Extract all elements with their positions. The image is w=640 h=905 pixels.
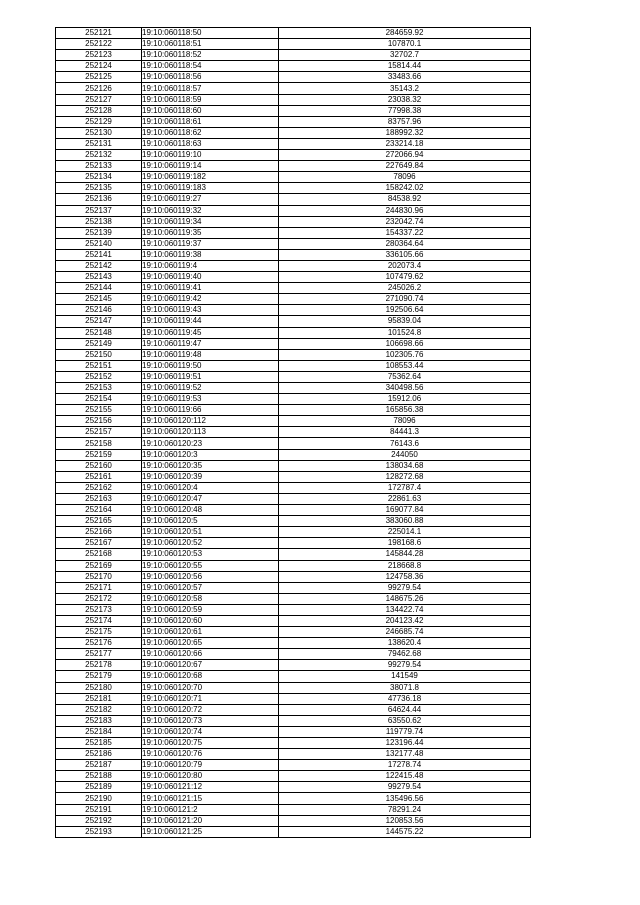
table-row bbox=[56, 471, 531, 482]
table-row bbox=[56, 416, 531, 427]
row-timestamp-cell: 19:10:060121:12 bbox=[142, 782, 279, 793]
row-value-cell: 202073.4 bbox=[279, 260, 531, 271]
data-table-page bbox=[55, 27, 531, 838]
table-row bbox=[56, 604, 531, 615]
row-timestamp-cell: 19:10:060119:182 bbox=[142, 172, 279, 183]
table-row bbox=[56, 161, 531, 172]
row-timestamp-cell: 19:10:060119:48 bbox=[142, 349, 279, 360]
row-value-cell: 340498.56 bbox=[279, 383, 531, 394]
table-row bbox=[56, 294, 531, 305]
row-id-cell: 252188 bbox=[56, 771, 142, 782]
row-id-cell: 252169 bbox=[56, 560, 142, 571]
data-table bbox=[55, 27, 531, 838]
row-value-cell: 101524.8 bbox=[279, 327, 531, 338]
row-value-cell: 232042.74 bbox=[279, 216, 531, 227]
row-id-cell: 252157 bbox=[56, 427, 142, 438]
row-id-cell: 252149 bbox=[56, 338, 142, 349]
row-value-cell: 271090.74 bbox=[279, 294, 531, 305]
row-value-cell: 78096 bbox=[279, 416, 531, 427]
row-timestamp-cell: 19:10:060118:57 bbox=[142, 83, 279, 94]
row-timestamp-cell: 19:10:060120:67 bbox=[142, 660, 279, 671]
row-value-cell: 35143.2 bbox=[279, 83, 531, 94]
table-row bbox=[56, 582, 531, 593]
row-id-cell: 252190 bbox=[56, 793, 142, 804]
row-timestamp-cell: 19:10:060120:61 bbox=[142, 627, 279, 638]
row-timestamp-cell: 19:10:060119:66 bbox=[142, 405, 279, 416]
row-value-cell: 124758.36 bbox=[279, 571, 531, 582]
table-row bbox=[56, 138, 531, 149]
row-value-cell: 244050 bbox=[279, 449, 531, 460]
row-id-cell: 252129 bbox=[56, 116, 142, 127]
table-row bbox=[56, 660, 531, 671]
row-timestamp-cell: 19:10:060121:2 bbox=[142, 804, 279, 815]
row-id-cell: 252179 bbox=[56, 671, 142, 682]
table-row bbox=[56, 538, 531, 549]
row-id-cell: 252151 bbox=[56, 360, 142, 371]
row-id-cell: 252141 bbox=[56, 249, 142, 260]
row-value-cell: 99279.54 bbox=[279, 782, 531, 793]
row-timestamp-cell: 19:10:060120:80 bbox=[142, 771, 279, 782]
row-value-cell: 77998.38 bbox=[279, 105, 531, 116]
row-value-cell: 145844.28 bbox=[279, 549, 531, 560]
row-timestamp-cell: 19:10:060119:47 bbox=[142, 338, 279, 349]
row-value-cell: 102305.76 bbox=[279, 349, 531, 360]
row-timestamp-cell: 19:10:060120:68 bbox=[142, 671, 279, 682]
table-row bbox=[56, 272, 531, 283]
row-timestamp-cell: 19:10:060120:74 bbox=[142, 726, 279, 737]
row-timestamp-cell: 19:10:060119:34 bbox=[142, 216, 279, 227]
row-id-cell: 252139 bbox=[56, 227, 142, 238]
row-id-cell: 252166 bbox=[56, 527, 142, 538]
row-value-cell: 272066.94 bbox=[279, 150, 531, 161]
table-row bbox=[56, 516, 531, 527]
table-row bbox=[56, 349, 531, 360]
row-value-cell: 22861.63 bbox=[279, 493, 531, 504]
table-row bbox=[56, 61, 531, 72]
row-timestamp-cell: 19:10:060118:60 bbox=[142, 105, 279, 116]
row-id-cell: 252165 bbox=[56, 516, 142, 527]
row-value-cell: 32702.7 bbox=[279, 50, 531, 61]
row-timestamp-cell: 19:10:060118:52 bbox=[142, 50, 279, 61]
row-timestamp-cell: 19:10:060118:61 bbox=[142, 116, 279, 127]
row-id-cell: 252147 bbox=[56, 316, 142, 327]
row-value-cell: 83757.96 bbox=[279, 116, 531, 127]
row-id-cell: 252180 bbox=[56, 682, 142, 693]
row-timestamp-cell: 19:10:060120:52 bbox=[142, 538, 279, 549]
row-id-cell: 252122 bbox=[56, 39, 142, 50]
row-id-cell: 252152 bbox=[56, 371, 142, 382]
row-id-cell: 252182 bbox=[56, 704, 142, 715]
row-value-cell: 144575.22 bbox=[279, 826, 531, 837]
row-timestamp-cell: 19:10:060120:75 bbox=[142, 738, 279, 749]
row-timestamp-cell: 19:10:060120:70 bbox=[142, 682, 279, 693]
row-id-cell: 252170 bbox=[56, 571, 142, 582]
row-value-cell: 245026.2 bbox=[279, 283, 531, 294]
table-row bbox=[56, 682, 531, 693]
row-value-cell: 148675.26 bbox=[279, 593, 531, 604]
row-id-cell: 252160 bbox=[56, 460, 142, 471]
table-row bbox=[56, 50, 531, 61]
row-timestamp-cell: 19:10:060120:3 bbox=[142, 449, 279, 460]
row-timestamp-cell: 19:10:060120:71 bbox=[142, 693, 279, 704]
table-row bbox=[56, 615, 531, 626]
row-value-cell: 95839.04 bbox=[279, 316, 531, 327]
table-row bbox=[56, 216, 531, 227]
row-id-cell: 252181 bbox=[56, 693, 142, 704]
table-body bbox=[56, 28, 531, 838]
table-row bbox=[56, 316, 531, 327]
table-row bbox=[56, 205, 531, 216]
table-row bbox=[56, 493, 531, 504]
row-value-cell: 284659.92 bbox=[279, 28, 531, 39]
row-timestamp-cell: 19:10:060120:113 bbox=[142, 427, 279, 438]
row-value-cell: 108553.44 bbox=[279, 360, 531, 371]
table-row bbox=[56, 72, 531, 83]
row-timestamp-cell: 19:10:060121:25 bbox=[142, 826, 279, 837]
table-row bbox=[56, 782, 531, 793]
row-timestamp-cell: 19:10:060119:42 bbox=[142, 294, 279, 305]
row-id-cell: 252142 bbox=[56, 260, 142, 271]
row-id-cell: 252177 bbox=[56, 649, 142, 660]
table-row bbox=[56, 105, 531, 116]
table-row bbox=[56, 693, 531, 704]
row-timestamp-cell: 19:10:060118:62 bbox=[142, 127, 279, 138]
row-value-cell: 280364.64 bbox=[279, 238, 531, 249]
row-timestamp-cell: 19:10:060119:41 bbox=[142, 283, 279, 294]
row-timestamp-cell: 19:10:060119:35 bbox=[142, 227, 279, 238]
row-value-cell: 15814.44 bbox=[279, 61, 531, 72]
row-value-cell: 17278.74 bbox=[279, 760, 531, 771]
row-value-cell: 38071.8 bbox=[279, 682, 531, 693]
row-value-cell: 99279.54 bbox=[279, 660, 531, 671]
table-row bbox=[56, 194, 531, 205]
row-timestamp-cell: 19:10:060120:60 bbox=[142, 615, 279, 626]
row-id-cell: 252153 bbox=[56, 383, 142, 394]
row-id-cell: 252136 bbox=[56, 194, 142, 205]
table-row bbox=[56, 826, 531, 837]
row-value-cell: 107479.62 bbox=[279, 272, 531, 283]
row-value-cell: 79462.68 bbox=[279, 649, 531, 660]
table-row bbox=[56, 549, 531, 560]
row-value-cell: 23038.32 bbox=[279, 94, 531, 105]
row-value-cell: 336105.66 bbox=[279, 249, 531, 260]
row-value-cell: 75362.64 bbox=[279, 371, 531, 382]
table-row bbox=[56, 405, 531, 416]
row-id-cell: 252133 bbox=[56, 161, 142, 172]
row-timestamp-cell: 19:10:060120:65 bbox=[142, 638, 279, 649]
row-timestamp-cell: 19:10:060120:66 bbox=[142, 649, 279, 660]
row-id-cell: 252156 bbox=[56, 416, 142, 427]
table-row bbox=[56, 449, 531, 460]
row-value-cell: 138034.68 bbox=[279, 460, 531, 471]
row-timestamp-cell: 19:10:060119:44 bbox=[142, 316, 279, 327]
row-timestamp-cell: 19:10:060119:27 bbox=[142, 194, 279, 205]
row-value-cell: 15912.06 bbox=[279, 394, 531, 405]
table-row bbox=[56, 638, 531, 649]
row-value-cell: 172787.4 bbox=[279, 482, 531, 493]
table-row bbox=[56, 749, 531, 760]
row-value-cell: 63550.62 bbox=[279, 715, 531, 726]
row-timestamp-cell: 19:10:060119:14 bbox=[142, 161, 279, 172]
row-timestamp-cell: 19:10:060119:45 bbox=[142, 327, 279, 338]
row-timestamp-cell: 19:10:060118:63 bbox=[142, 138, 279, 149]
row-timestamp-cell: 19:10:060120:47 bbox=[142, 493, 279, 504]
row-id-cell: 252123 bbox=[56, 50, 142, 61]
row-value-cell: 154337.22 bbox=[279, 227, 531, 238]
row-id-cell: 252145 bbox=[56, 294, 142, 305]
row-value-cell: 122415.48 bbox=[279, 771, 531, 782]
row-timestamp-cell: 19:10:060118:50 bbox=[142, 28, 279, 39]
table-row bbox=[56, 238, 531, 249]
table-row bbox=[56, 804, 531, 815]
table-row bbox=[56, 815, 531, 826]
row-id-cell: 252187 bbox=[56, 760, 142, 771]
row-value-cell: 99279.54 bbox=[279, 582, 531, 593]
table-row bbox=[56, 627, 531, 638]
row-id-cell: 252159 bbox=[56, 449, 142, 460]
row-timestamp-cell: 19:10:060120:55 bbox=[142, 560, 279, 571]
table-row bbox=[56, 83, 531, 94]
row-id-cell: 252172 bbox=[56, 593, 142, 604]
row-value-cell: 204123.42 bbox=[279, 615, 531, 626]
row-id-cell: 252138 bbox=[56, 216, 142, 227]
table-row bbox=[56, 671, 531, 682]
row-value-cell: 188992.32 bbox=[279, 127, 531, 138]
row-id-cell: 252168 bbox=[56, 549, 142, 560]
row-id-cell: 252192 bbox=[56, 815, 142, 826]
row-timestamp-cell: 19:10:060120:4 bbox=[142, 482, 279, 493]
row-timestamp-cell: 19:10:060120:76 bbox=[142, 749, 279, 760]
row-value-cell: 225014.1 bbox=[279, 527, 531, 538]
table-row bbox=[56, 305, 531, 316]
table-row bbox=[56, 527, 531, 538]
row-timestamp-cell: 19:10:060121:15 bbox=[142, 793, 279, 804]
table-row bbox=[56, 383, 531, 394]
row-timestamp-cell: 19:10:060118:56 bbox=[142, 72, 279, 83]
row-timestamp-cell: 19:10:060120:51 bbox=[142, 527, 279, 538]
row-id-cell: 252171 bbox=[56, 582, 142, 593]
table-row bbox=[56, 649, 531, 660]
table-row bbox=[56, 327, 531, 338]
row-timestamp-cell: 19:10:060120:112 bbox=[142, 416, 279, 427]
row-value-cell: 383060.88 bbox=[279, 516, 531, 527]
row-id-cell: 252186 bbox=[56, 749, 142, 760]
row-id-cell: 252144 bbox=[56, 283, 142, 294]
row-id-cell: 252178 bbox=[56, 660, 142, 671]
table-row bbox=[56, 227, 531, 238]
row-id-cell: 252173 bbox=[56, 604, 142, 615]
table-row bbox=[56, 394, 531, 405]
row-value-cell: 78291.24 bbox=[279, 804, 531, 815]
row-id-cell: 252140 bbox=[56, 238, 142, 249]
row-id-cell: 252185 bbox=[56, 738, 142, 749]
row-id-cell: 252150 bbox=[56, 349, 142, 360]
row-id-cell: 252174 bbox=[56, 615, 142, 626]
row-id-cell: 252184 bbox=[56, 726, 142, 737]
row-value-cell: 244830.96 bbox=[279, 205, 531, 216]
row-id-cell: 252189 bbox=[56, 782, 142, 793]
table-row bbox=[56, 726, 531, 737]
row-timestamp-cell: 19:10:060119:32 bbox=[142, 205, 279, 216]
row-timestamp-cell: 19:10:060120:79 bbox=[142, 760, 279, 771]
row-timestamp-cell: 19:10:060120:56 bbox=[142, 571, 279, 582]
table-row bbox=[56, 715, 531, 726]
row-value-cell: 134422.74 bbox=[279, 604, 531, 615]
row-id-cell: 252162 bbox=[56, 482, 142, 493]
row-timestamp-cell: 19:10:060120:23 bbox=[142, 438, 279, 449]
table-row bbox=[56, 505, 531, 516]
row-id-cell: 252183 bbox=[56, 715, 142, 726]
row-value-cell: 47736.18 bbox=[279, 693, 531, 704]
row-id-cell: 252167 bbox=[56, 538, 142, 549]
row-value-cell: 246685.74 bbox=[279, 627, 531, 638]
row-timestamp-cell: 19:10:060119:38 bbox=[142, 249, 279, 260]
row-id-cell: 252193 bbox=[56, 826, 142, 837]
table-row bbox=[56, 150, 531, 161]
table-row bbox=[56, 482, 531, 493]
table-row bbox=[56, 771, 531, 782]
row-id-cell: 252132 bbox=[56, 150, 142, 161]
row-timestamp-cell: 19:10:060119:53 bbox=[142, 394, 279, 405]
row-value-cell: 64624.44 bbox=[279, 704, 531, 715]
row-id-cell: 252176 bbox=[56, 638, 142, 649]
row-value-cell: 165856.38 bbox=[279, 405, 531, 416]
row-timestamp-cell: 19:10:060119:10 bbox=[142, 150, 279, 161]
row-timestamp-cell: 19:10:060118:51 bbox=[142, 39, 279, 50]
table-row bbox=[56, 127, 531, 138]
row-id-cell: 252125 bbox=[56, 72, 142, 83]
row-timestamp-cell: 19:10:060118:59 bbox=[142, 94, 279, 105]
row-value-cell: 123196.44 bbox=[279, 738, 531, 749]
table-row bbox=[56, 593, 531, 604]
row-timestamp-cell: 19:10:060119:183 bbox=[142, 183, 279, 194]
row-value-cell: 128272.68 bbox=[279, 471, 531, 482]
table-row bbox=[56, 460, 531, 471]
row-timestamp-cell: 19:10:060120:53 bbox=[142, 549, 279, 560]
row-value-cell: 120853.56 bbox=[279, 815, 531, 826]
row-id-cell: 252175 bbox=[56, 627, 142, 638]
table-row bbox=[56, 760, 531, 771]
row-id-cell: 252158 bbox=[56, 438, 142, 449]
row-value-cell: 107870.1 bbox=[279, 39, 531, 50]
row-value-cell: 138620.4 bbox=[279, 638, 531, 649]
row-id-cell: 252127 bbox=[56, 94, 142, 105]
row-id-cell: 252130 bbox=[56, 127, 142, 138]
table-row bbox=[56, 39, 531, 50]
row-id-cell: 252137 bbox=[56, 205, 142, 216]
row-value-cell: 33483.66 bbox=[279, 72, 531, 83]
row-value-cell: 158242.02 bbox=[279, 183, 531, 194]
row-timestamp-cell: 19:10:060120:57 bbox=[142, 582, 279, 593]
table-row bbox=[56, 28, 531, 39]
table-row bbox=[56, 360, 531, 371]
row-id-cell: 252143 bbox=[56, 272, 142, 283]
row-id-cell: 252163 bbox=[56, 493, 142, 504]
row-id-cell: 252191 bbox=[56, 804, 142, 815]
row-id-cell: 252155 bbox=[56, 405, 142, 416]
row-timestamp-cell: 19:10:060119:43 bbox=[142, 305, 279, 316]
row-value-cell: 218668.8 bbox=[279, 560, 531, 571]
row-timestamp-cell: 19:10:060120:72 bbox=[142, 704, 279, 715]
row-id-cell: 252121 bbox=[56, 28, 142, 39]
table-row bbox=[56, 249, 531, 260]
table-row bbox=[56, 172, 531, 183]
table-row bbox=[56, 571, 531, 582]
row-timestamp-cell: 19:10:060120:59 bbox=[142, 604, 279, 615]
row-timestamp-cell: 19:10:060120:5 bbox=[142, 516, 279, 527]
table-row bbox=[56, 704, 531, 715]
row-id-cell: 252146 bbox=[56, 305, 142, 316]
row-id-cell: 252154 bbox=[56, 394, 142, 405]
row-id-cell: 252164 bbox=[56, 505, 142, 516]
row-id-cell: 252126 bbox=[56, 83, 142, 94]
row-value-cell: 169077.84 bbox=[279, 505, 531, 516]
row-timestamp-cell: 19:10:060120:58 bbox=[142, 593, 279, 604]
row-value-cell: 84441.3 bbox=[279, 427, 531, 438]
table-row bbox=[56, 427, 531, 438]
row-value-cell: 119779.74 bbox=[279, 726, 531, 737]
row-id-cell: 252131 bbox=[56, 138, 142, 149]
table-row bbox=[56, 738, 531, 749]
row-id-cell: 252148 bbox=[56, 327, 142, 338]
row-value-cell: 78096 bbox=[279, 172, 531, 183]
row-id-cell: 252134 bbox=[56, 172, 142, 183]
table-row bbox=[56, 793, 531, 804]
row-value-cell: 141549 bbox=[279, 671, 531, 682]
row-id-cell: 252161 bbox=[56, 471, 142, 482]
row-value-cell: 132177.48 bbox=[279, 749, 531, 760]
row-value-cell: 106698.66 bbox=[279, 338, 531, 349]
table-row bbox=[56, 260, 531, 271]
row-id-cell: 252135 bbox=[56, 183, 142, 194]
row-timestamp-cell: 19:10:060119:51 bbox=[142, 371, 279, 382]
row-value-cell: 233214.18 bbox=[279, 138, 531, 149]
row-timestamp-cell: 19:10:060118:54 bbox=[142, 61, 279, 72]
table-row bbox=[56, 116, 531, 127]
row-timestamp-cell: 19:10:060120:73 bbox=[142, 715, 279, 726]
table-row bbox=[56, 94, 531, 105]
table-row bbox=[56, 283, 531, 294]
row-timestamp-cell: 19:10:060119:4 bbox=[142, 260, 279, 271]
table-row bbox=[56, 560, 531, 571]
table-row bbox=[56, 183, 531, 194]
row-timestamp-cell: 19:10:060120:39 bbox=[142, 471, 279, 482]
row-id-cell: 252124 bbox=[56, 61, 142, 72]
table-row bbox=[56, 338, 531, 349]
row-timestamp-cell: 19:10:060121:20 bbox=[142, 815, 279, 826]
row-timestamp-cell: 19:10:060119:37 bbox=[142, 238, 279, 249]
row-timestamp-cell: 19:10:060119:40 bbox=[142, 272, 279, 283]
row-value-cell: 135496.56 bbox=[279, 793, 531, 804]
row-timestamp-cell: 19:10:060120:35 bbox=[142, 460, 279, 471]
row-timestamp-cell: 19:10:060119:50 bbox=[142, 360, 279, 371]
row-timestamp-cell: 19:10:060119:52 bbox=[142, 383, 279, 394]
table-row bbox=[56, 371, 531, 382]
row-value-cell: 227649.84 bbox=[279, 161, 531, 172]
row-value-cell: 84538.92 bbox=[279, 194, 531, 205]
row-timestamp-cell: 19:10:060120:48 bbox=[142, 505, 279, 516]
table-row bbox=[56, 438, 531, 449]
row-id-cell: 252128 bbox=[56, 105, 142, 116]
row-value-cell: 192506.64 bbox=[279, 305, 531, 316]
row-value-cell: 76143.6 bbox=[279, 438, 531, 449]
row-value-cell: 198168.6 bbox=[279, 538, 531, 549]
